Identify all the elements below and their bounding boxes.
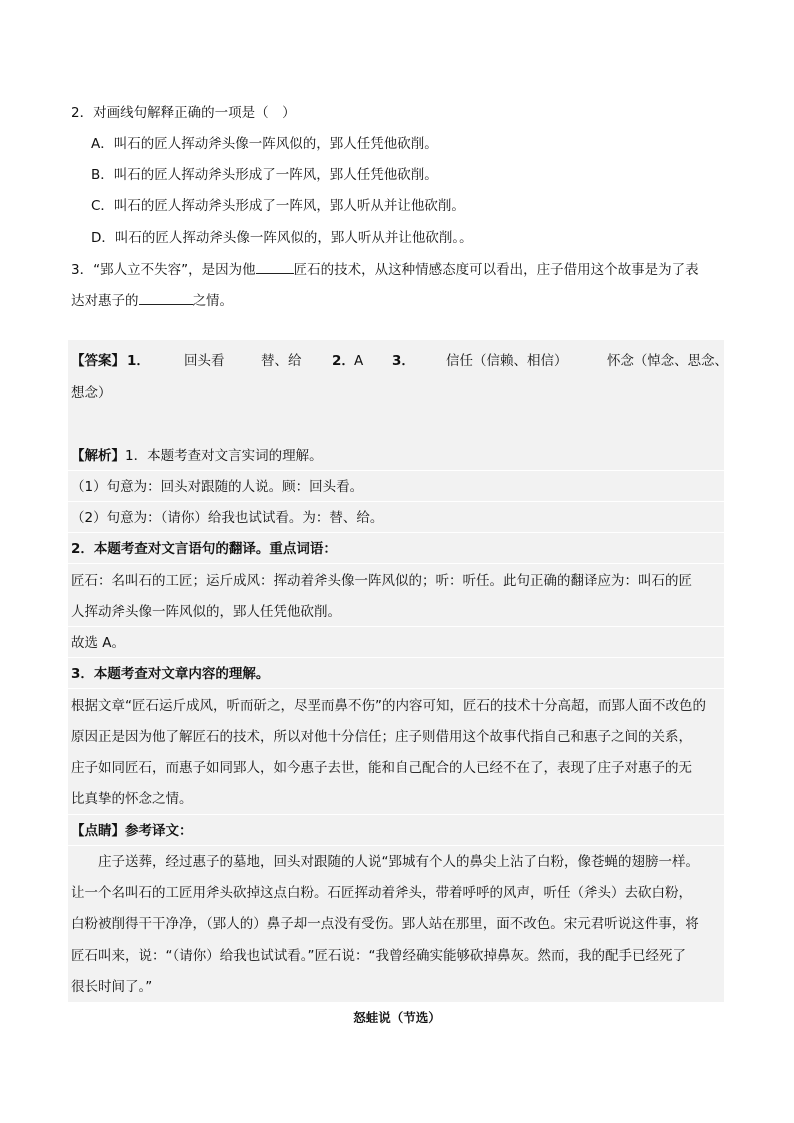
next-section-title: 怒蛙说（节选） [353, 1010, 441, 1025]
answer-number-1: 1． [127, 353, 150, 369]
analysis-line-12: 比真挚的怀念之情。 [71, 791, 193, 807]
commentary-line-1: 庄子送葬，经过惠子的墓地，回头对跟随的人说“郢城有个人的鼻尖上沾了白粉，像苍蝇的翅膀一样。 [71, 854, 699, 870]
analysis-line-2: （1）句意为：回头对跟随的人说。顾：回头看。 [71, 479, 364, 495]
question-2-option-d: D．叫石的匠人挥动斧头像一阵风似的，郢人听从并让他砍削。。 [91, 230, 473, 246]
question-2-stem: 2．对画线句解释正确的一项是（ ） [71, 105, 296, 121]
question-3-line-1 [71, 259, 699, 280]
question-2-option-b: B．叫石的匠人挥动斧头形成了一阵风，郢人任凭他砍削。 [91, 167, 438, 183]
row-divider [68, 470, 724, 471]
analysis-line-9: 根据文章“匠石运斤成风，听而斫之，尽垩而鼻不伤”的内容可知，匠石的技术十分高超，而郢人面不改色的 [71, 698, 706, 714]
answer-label: 【答案】 [71, 353, 125, 369]
row-divider [68, 501, 724, 502]
analysis-line-4: 2．本题考查对文言语句的翻译。重点词语： [71, 541, 337, 557]
question-2-option-c: C．叫石的匠人挥动斧头形成了一阵风，郢人听从并让他砍削。 [91, 198, 465, 214]
commentary-line-2: 让一个名叫石的工匠用斧头砍掉这点白粉。石匠挥动着斧头，带着呼呼的风声，听任（斧头）去砍白粉， [71, 885, 692, 901]
answer-2: A [354, 353, 364, 369]
analysis-line-6: 人挥动斧头像一阵风似的，郢人任凭他砍削。 [71, 604, 341, 620]
question-3-text-b: 匠石的技术，从这种情感态度可以看出，庄子借用这个故事是为了表 [293, 262, 699, 278]
question-3-text-a: 3．“郢人立不失容”，是因为他 [71, 262, 256, 278]
row-divider [68, 688, 724, 689]
answer-3-2: 怀念（悼念、思念、 [607, 353, 729, 369]
row-divider [68, 845, 724, 846]
analysis-line-7: 故选 A。 [71, 635, 126, 651]
row-divider [68, 626, 724, 627]
answer-number-2: 2． [332, 353, 355, 369]
analysis-line-11: 庄子如同匠石，而惠子如同郢人，如今惠子去世，能和自己配合的人已经不在了，表现了庄子对惠子的无 [71, 760, 692, 776]
commentary-line-5: 很长时间了。” [71, 979, 153, 995]
question-3-line-2 [71, 290, 233, 311]
commentary-line-3: 白粉被削得干干净净，（郢人的）鼻子却一点没有受伤。郢人站在那里，面不改色。宋元君听说这件事，将 [71, 916, 699, 932]
question-2-option-a: A．叫石的匠人挥动斧头像一阵风似的，郢人任凭他砍削。 [91, 136, 438, 152]
answer-3-2-continued: 想念） [71, 385, 112, 401]
row-divider [68, 814, 724, 815]
answer-blank-2 [139, 290, 193, 305]
analysis-line-3: （2）句意为：（请你）给我也试试看。为：替、给。 [71, 510, 384, 526]
analysis-line-1 [71, 446, 323, 466]
answer-1-2: 替、给 [261, 353, 302, 369]
analysis-line-8: 3．本题考查对文章内容的理解。 [71, 666, 270, 682]
row-divider [68, 563, 724, 564]
row-divider [68, 657, 724, 658]
question-3-text-d: 之情。 [192, 293, 233, 309]
answer-number-3: 3． [392, 353, 415, 369]
analysis-label: 【解析】 [71, 448, 125, 464]
answer-blank-1 [256, 259, 294, 274]
analysis-text: 1．本题考查对文言实词的理解。 [125, 448, 323, 464]
question-3-text-c: 达对惠子的 [71, 293, 139, 309]
row-divider [68, 532, 724, 533]
commentary-line-4: 匠石叫来，说：“（请你）给我也试试看。”匠石说：“我曾经确实能够砍掉鼻灰。然而，我的配手已经死了 [71, 948, 686, 964]
answer-3-1: 信任（信赖、相信） [446, 353, 568, 369]
answer-1-1: 回头看 [184, 353, 225, 369]
analysis-line-5: 匠石：名叫石的工匠；运斤成风：挥动着斧头像一阵风似的；听：听任。此句正确的翻译应为：叫石的匠 [71, 573, 692, 589]
commentary-label: 【点睛】参考译文： [71, 823, 193, 839]
analysis-line-10: 原因正是因为他了解匠石的技术，所以对他十分信任；庄子则借用这个故事代指自己和惠子之间的关系， [71, 729, 692, 745]
